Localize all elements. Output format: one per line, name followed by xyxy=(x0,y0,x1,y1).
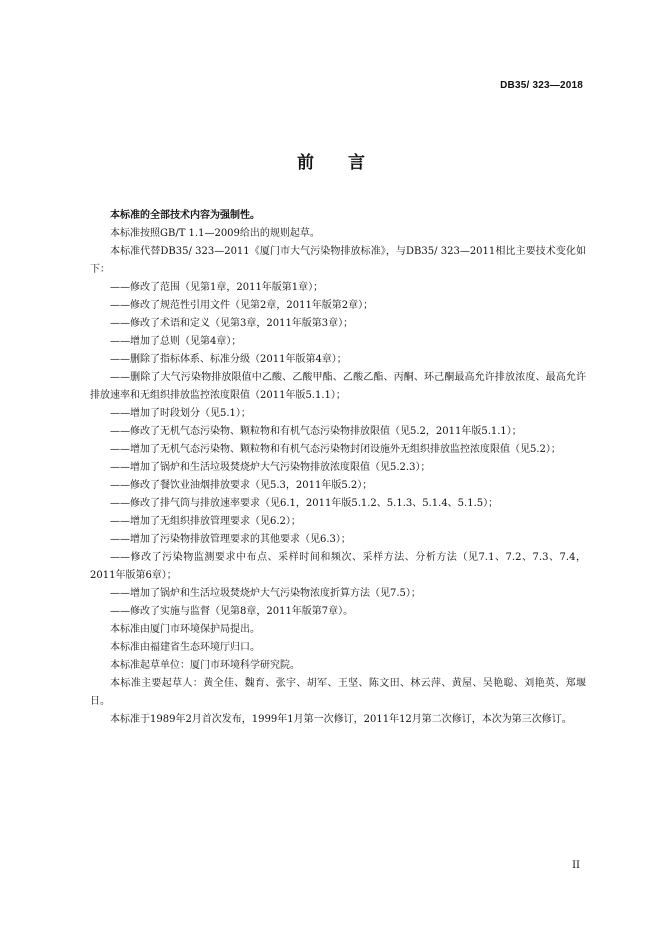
document-code: DB35/ 323—2018 xyxy=(500,80,583,91)
change-item: ——修改了排气筒与排放速率要求（见6.1，2011年版5.1.2、5.1.3、5.1.4、5.1.5）； xyxy=(110,498,499,509)
drafting-unit-paragraph: 本标准起草单位：厦门市环境科学研究院。 xyxy=(110,660,300,671)
page-number: II xyxy=(572,860,580,871)
change-item: ——删除了指标体系、标准分级（2011年版第4章）； xyxy=(110,354,347,365)
change-item: ——增加了时段划分（见5.1）； xyxy=(110,408,251,419)
change-item: ——删除了大气污染物排放限值中乙酸、乙酸甲酯、乙酸乙酯、丙酮、环己酮最高允许排放浓度、最高允许排放速率和无组织排放监控浓度限值（2011年版5.1.1）； xyxy=(90,372,586,401)
change-item: ——增加了无组织排放管理要求（见6.2）； xyxy=(110,516,301,527)
change-item: ——增加了锅炉和生活垃圾焚烧炉大气污染物排放浓度限值（见5.2.3）； xyxy=(110,462,431,473)
change-item: ——修改了实施与监督（见第8章，2011年版第7章）。 xyxy=(110,606,354,617)
change-item: ——增加了无机气态污染物、颗粒物和有机气态污染物封闭设施外无组织排放监控浓度限值（见5.2）； xyxy=(110,444,561,455)
page-title: 前 言 xyxy=(297,153,365,173)
change-item: ——修改了规范性引用文件（见第2章，2011年版第2章）； xyxy=(110,300,374,311)
drafting-rules-paragraph: 本标准按照GB/T 1.1—2009给出的规则起草。 xyxy=(110,228,320,239)
change-item: ——修改了餐饮业油烟排放要求（见5.3，2011年版5.2）； xyxy=(110,480,373,491)
change-item: ——修改了污染物监测要求中布点、采样时间和频次、采样方法、分析方法（见7.1、7.2、7.3、7.4，2011年版第6章）； xyxy=(90,552,586,581)
drafters-paragraph: 本标准主要起草人：黄全佳、魏育、张宇、胡军、王坚、陈文田、林云萍、黄屋、吴艳聪、刘艳英、郑堰日。 xyxy=(90,678,586,707)
mandatory-statement: 本标准的全部技术内容为强制性。 xyxy=(110,210,260,221)
history-paragraph: 本标准于1989年2月首次发布，1999年1月第一次修订，2011年12月第二次修订，本次为第三次修订。 xyxy=(110,714,572,725)
replacement-paragraph: 本标准代替DB35/ 323—2011《厦门市大气污染物排放标准》，与DB35/ 323—2011相比主要技术变化如下： xyxy=(90,246,586,275)
proposer-paragraph: 本标准由厦门市环境保护局提出。 xyxy=(110,624,260,635)
change-item: ——增加了污染物排放管理要求的其他要求（见6.3）； xyxy=(110,534,351,545)
change-item: ——修改了范围（见第1章，2011年版第1章）； xyxy=(110,282,324,293)
change-item: ——增加了总则（见第4章）； xyxy=(110,336,242,347)
foreword-body xyxy=(90,207,586,729)
administrator-paragraph: 本标准由福建省生态环境厅归口。 xyxy=(110,642,260,653)
change-item: ——增加了锅炉和生活垃圾焚烧炉大气污染物浓度折算方法（见7.5）； xyxy=(110,588,421,599)
change-item: ——修改了无机气态污染物、颗粒物和有机气态污染物排放限值（见5.2，2011年版5.1.1）； xyxy=(110,426,522,437)
change-item: ——修改了术语和定义（见第3章，2011年版第3章）； xyxy=(110,318,354,329)
